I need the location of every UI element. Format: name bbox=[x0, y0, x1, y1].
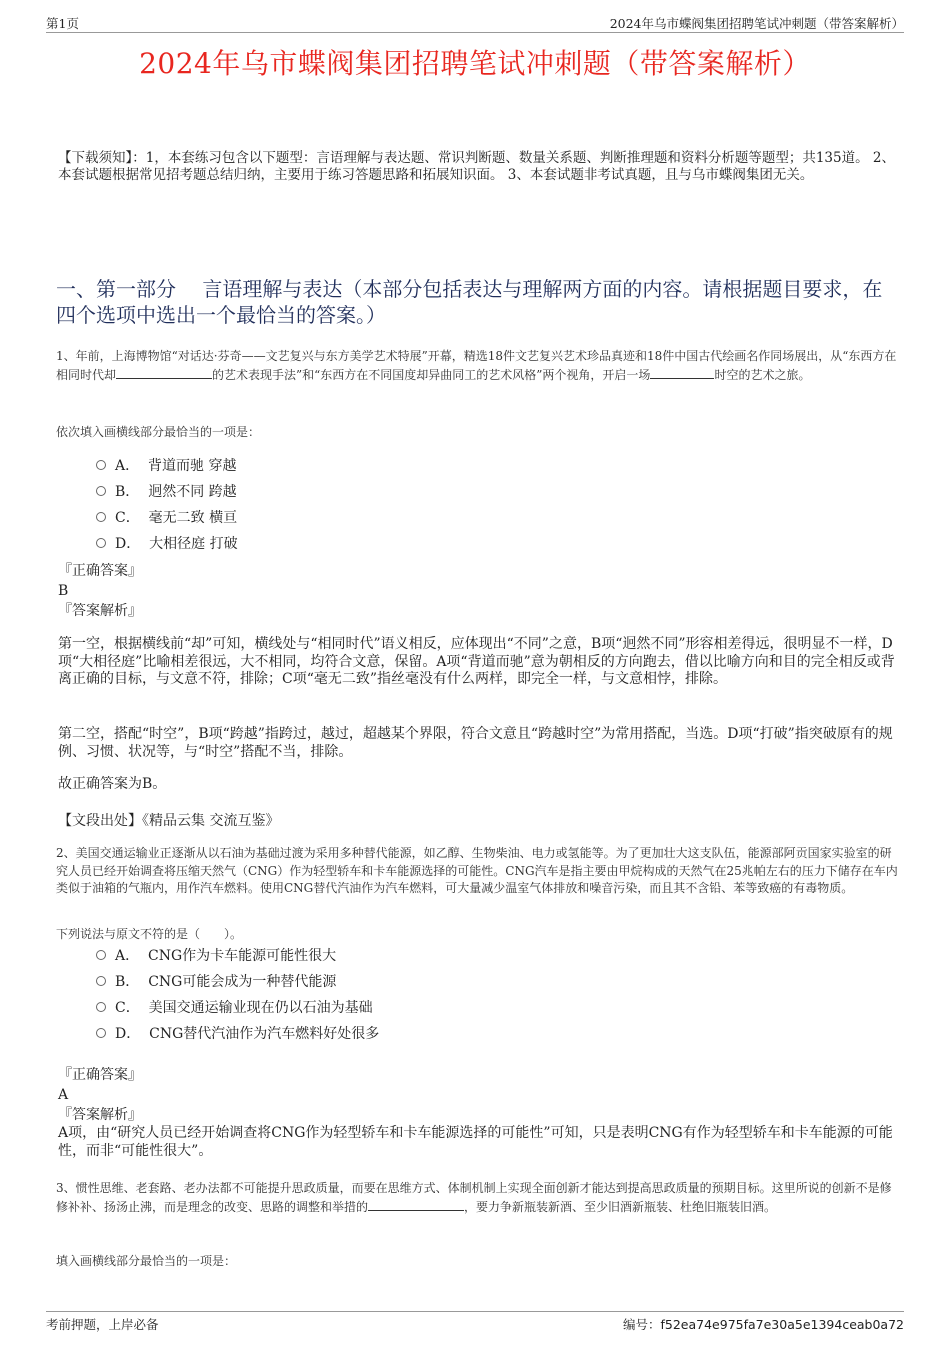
option-text: CNG作为卡车能源可能性很大 bbox=[148, 948, 337, 964]
footer-code-label: 编号： bbox=[622, 1317, 661, 1332]
question-1-text-b: 的艺术表现手法”和“东西方在不同国度却异曲同工的艺术风格”两个视角，开启一场 bbox=[212, 367, 651, 382]
radio-icon[interactable] bbox=[96, 486, 106, 496]
q1-source: 【文段出处】《精品云集 交流互鉴》 bbox=[58, 813, 280, 829]
option-key: A． bbox=[115, 948, 140, 964]
radio-icon[interactable] bbox=[96, 512, 106, 522]
q2-answer: A bbox=[58, 1087, 69, 1103]
header-doc-title: 2024年乌市蝶阀集团招聘笔试冲刺题（带答案解析） bbox=[609, 16, 904, 31]
fill-blank-1 bbox=[116, 366, 212, 379]
q1-option-a[interactable] bbox=[96, 456, 236, 476]
radio-icon[interactable] bbox=[96, 976, 106, 986]
option-text: 迥然不同 跨越 bbox=[148, 484, 237, 500]
question-3-stem bbox=[56, 1180, 898, 1216]
q2-option-d[interactable] bbox=[96, 1024, 379, 1044]
fill-blank-3 bbox=[368, 1198, 464, 1211]
section-title: 一、第一部分 言语理解与表达（本部分包括表达与理解两方面的内容。请根据题目要求，在四个选项中选出一个最恰当的答案。） bbox=[56, 277, 883, 327]
question-3-prompt: 填入画横线部分最恰当的一项是： bbox=[56, 1254, 237, 1268]
fill-blank-2 bbox=[650, 366, 714, 379]
option-text: CNG替代汽油作为汽车燃料好处很多 bbox=[149, 1026, 380, 1042]
q1-analysis-para-3: 故正确答案为B。 bbox=[58, 776, 167, 792]
footer-slogan: 考前押题，上岸必备 bbox=[46, 1317, 159, 1332]
q2-answer-label: 『正确答案』 bbox=[58, 1067, 142, 1083]
q2-option-b[interactable] bbox=[96, 972, 336, 992]
radio-icon[interactable] bbox=[96, 538, 106, 548]
page-title: 2024年乌市蝶阀集团招聘笔试冲刺题（带答案解析） bbox=[139, 47, 811, 80]
question-1-text-c: 时空的艺术之旅。 bbox=[714, 367, 811, 382]
footer-divider bbox=[46, 1311, 904, 1312]
option-text: 背道而驰 穿越 bbox=[148, 458, 237, 474]
q2-option-c[interactable] bbox=[96, 998, 373, 1018]
question-2-stem: 2、美国交通运输业正逐渐从以石油为基础过渡为采用多种替代能源，如乙醇、生物柴油、电力或氢能等。为了更加壮大这支队伍，能源部阿贡国家实验室的研究人员已经开始调查将压缩天然气（CNG）作为轻型轿车和卡车能源选择的可能性。CNG汽车是指主要由甲烷构成的天然气在25兆帕左右的压力下储存在车内类似于油箱的气瓶内，用作汽车燃料。使用CNG替代汽油作为汽车燃料，可大量减少温室气体排放和噪音污染，而且其不含铅、苯等致癌的有毒物质。 bbox=[56, 846, 898, 895]
q2-analysis-label: 『答案解析』 bbox=[58, 1107, 142, 1123]
option-key: D． bbox=[115, 1026, 141, 1042]
q1-option-c[interactable] bbox=[96, 508, 237, 528]
q1-answer-label: 『正确答案』 bbox=[58, 563, 142, 579]
q1-option-d[interactable] bbox=[96, 534, 238, 554]
q1-analysis-label: 『答案解析』 bbox=[58, 603, 142, 619]
question-3-text-a: 3、惯性思维、老套路、老办法都不可能提升思政质量，而要在思维方式、体制机制上实现全面创新才能达到提高思政质量的预期目标。这里所说的创新不是修修补补、扬汤止沸，而是理念的改变、思路的调整和举措的 bbox=[56, 1181, 892, 1214]
q1-analysis-para-1: 第一空，根据横线前“却”可知，横线处与“相同时代”语义相反，应体现出“不同”之意，B项“迥然不同”形容相差得远，很明显不一样，D项“大相径庭”比喻相差很远，大不相同，均符合文意，保留。A项“背道而驰”意为朝相反的方向跑去，借以比喻方向和目的完全相反或背离正确的目标，与文意不符，排除；C项“毫无二致”指丝毫没有什么两样，即完全一样，与文意相悖，排除。 bbox=[58, 636, 895, 687]
header-page-label: 第1页 bbox=[46, 16, 79, 31]
option-key: C． bbox=[115, 510, 140, 526]
q1-option-b[interactable] bbox=[96, 482, 237, 502]
option-text: 美国交通运输业现在仍以石油为基础 bbox=[148, 1000, 373, 1016]
option-key: B． bbox=[115, 484, 140, 500]
option-key: C． bbox=[115, 1000, 140, 1016]
option-text: 大相径庭 打破 bbox=[149, 536, 238, 552]
q1-analysis-para-2: 第二空，搭配“时空”，B项“跨越”指跨过，越过，超越某个界限，符合文意且“跨越时空”为常用搭配，当选。D项“打破”指突破原有的规例、习惯、状况等，与“时空”搭配不当，排除。 bbox=[58, 726, 893, 760]
q1-answer: B bbox=[58, 583, 69, 599]
option-key: B． bbox=[115, 974, 140, 990]
question-1-text-a: 1、年前，上海博物馆“对话达·芬奇——文艺复兴与东方美学艺术特展”开幕，精选18件文艺复兴艺术珍品真迹和18件中国古代绘画名作同场展出，从“东西方在相同时代却 bbox=[56, 349, 897, 382]
footer-code bbox=[623, 1315, 904, 1333]
q2-analysis: A项，由“研究人员已经开始调查将CNG作为轻型轿车和卡车能源选择的可能性”可知，只是表明CNG有作为轻型轿车和卡车能源的可能性，而非“可能性很大”。 bbox=[58, 1125, 893, 1159]
option-key: D． bbox=[115, 536, 141, 552]
question-1-prompt: 依次填入画横线部分最恰当的一项是： bbox=[56, 425, 261, 439]
radio-icon[interactable] bbox=[96, 950, 106, 960]
footer-code-value: f52ea74e975fa7e30a5e1394ceab0a72 bbox=[660, 1317, 904, 1332]
radio-icon[interactable] bbox=[96, 1002, 106, 1012]
question-3-text-b: ，要力争新瓶装新酒、至少旧酒新瓶装、杜绝旧瓶装旧酒。 bbox=[464, 1199, 777, 1214]
question-1-stem bbox=[56, 348, 898, 384]
question-2-prompt: 下列说法与原文不符的是（ ）。 bbox=[56, 927, 243, 941]
option-key: A． bbox=[115, 458, 140, 474]
q2-option-a[interactable] bbox=[96, 946, 336, 966]
option-text: 毫无二致 横亘 bbox=[148, 510, 238, 526]
option-text: CNG可能会成为一种替代能源 bbox=[148, 974, 337, 990]
radio-icon[interactable] bbox=[96, 460, 106, 470]
header-divider bbox=[46, 32, 904, 33]
download-notice: 【下载须知】：1，本套练习包含以下题型：言语理解与表达题、常识判断题、数量关系题、判断推理题和资料分析题等题型；共135道。 2、本套试题根据常见招考题总结归纳，主要用于练习答题思路和拓展知识面。 3、本套试题非考试真题，且与乌市蝶阀集团无关。 bbox=[58, 150, 895, 183]
radio-icon[interactable] bbox=[96, 1028, 106, 1038]
